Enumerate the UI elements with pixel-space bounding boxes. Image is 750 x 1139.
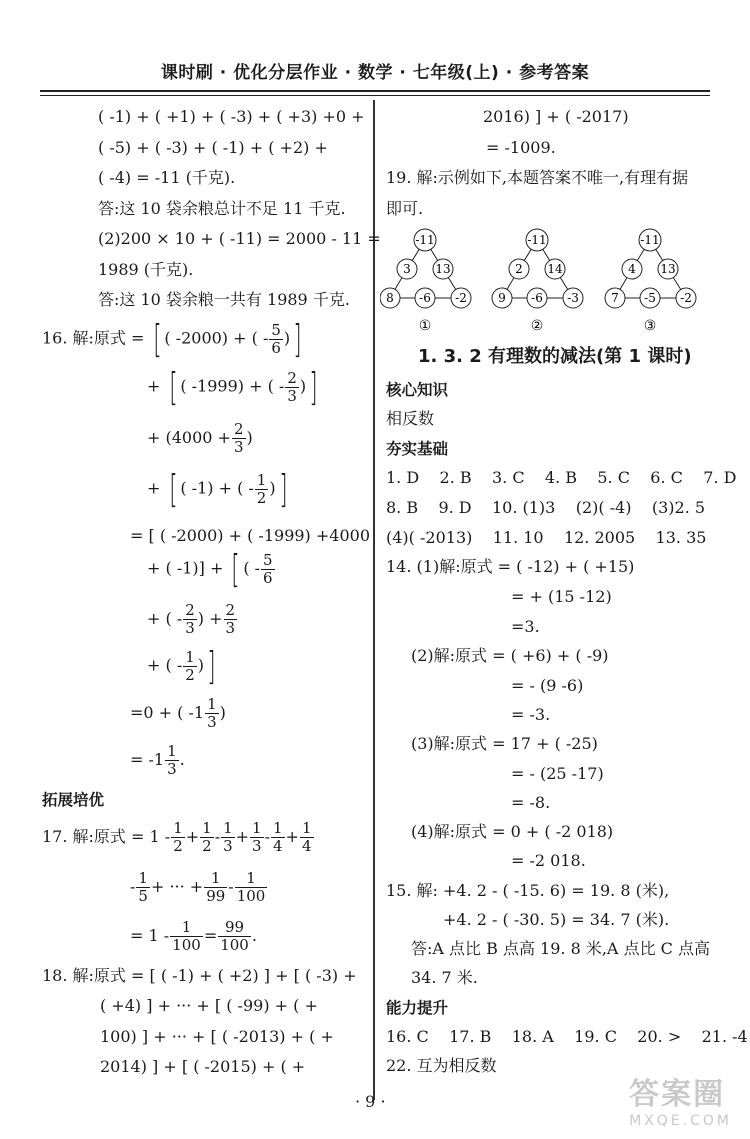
q16-line-7 (147, 601, 238, 637)
fraction (205, 696, 219, 731)
triangle-node-value: -11 (640, 233, 660, 247)
q15-line-d: 34. 7 米. (411, 968, 478, 987)
triangle-label: ① (418, 318, 432, 334)
fraction-denominator: 3 (233, 438, 244, 456)
bracket-open: [ (168, 467, 177, 511)
bracket-close: ] (207, 644, 216, 688)
q16-text: ( -1999) + ( - (180, 376, 285, 396)
fraction (183, 602, 197, 637)
fraction-denominator: 3 (167, 760, 177, 778)
q17-text: . (251, 926, 257, 945)
q17-label: 17. 解:原式 = 1 - (42, 827, 171, 846)
q16-text: ) + (197, 609, 223, 628)
fraction-numerator: 1 (185, 647, 195, 666)
triangle-node-value: 13 (435, 262, 451, 276)
q15-line-b: +4. 2 - ( -30. 5) = 34. 7 (米). (443, 910, 670, 929)
q16-line-9 (130, 695, 226, 731)
left-line-4: 答:这 10 袋余粮总计不足 11 千克. (98, 199, 346, 218)
fraction-denominator: 3 (252, 837, 262, 855)
q17-text: = 1 - (130, 926, 170, 945)
triangles-svg (380, 228, 710, 343)
fraction-numerator: 1 (138, 869, 148, 887)
fraction-denominator: 2 (202, 837, 212, 855)
q18-line-2: ( +4) ] + ··· + [ ( -99) + ( + (100, 996, 318, 1015)
q16-text: + ( - (147, 609, 183, 628)
triangle-node-value: -11 (415, 233, 435, 247)
fraction (300, 820, 314, 855)
fraction-numerator: 1 (301, 819, 312, 837)
fraction-denominator: 100 (236, 887, 266, 905)
q14-4-line-b: = -2 018. (511, 851, 586, 870)
fraction-numerator: 1 (252, 819, 262, 837)
fraction-numerator: 1 (204, 870, 227, 888)
fraction-denominator: 6 (271, 338, 281, 357)
fraction (221, 820, 235, 855)
fraction (285, 370, 299, 405)
fraction (171, 820, 185, 855)
q16-line-8 (147, 644, 219, 688)
triangle-node-value: 13 (660, 262, 676, 276)
q16-line-4 (147, 467, 290, 511)
fraction (183, 649, 197, 684)
triangle-node-value: -3 (567, 291, 579, 305)
fraction-numerator: 1 (223, 819, 233, 837)
fraction (200, 820, 214, 855)
fraction-numerator: 1 (173, 819, 183, 837)
basics-heading: 夯实基础 (386, 440, 449, 458)
triangle-node-value: 4 (628, 262, 636, 276)
fraction-denominator: 6 (263, 568, 273, 587)
q16-line-6 (147, 547, 276, 591)
fraction (218, 919, 251, 954)
q16-line-5: = [ ( -2000) + ( -1999) +4000 (130, 526, 370, 545)
left-line-1: ( -1) + ( +1) + ( -3) + ( +3) +0 + (98, 107, 365, 126)
triangle-node-value: 7 (611, 291, 619, 305)
page-number: · 9 · (355, 1092, 386, 1111)
q19-line-2: 即可. (386, 199, 424, 218)
q14-1-line-a: 14. (1)解:原式 = ( -12) + ( +15) (386, 557, 635, 576)
triangle-node-value: 2 (515, 262, 523, 276)
fraction-numerator: 1 (167, 742, 177, 760)
header-rule-thin (40, 95, 710, 96)
q15-line-c: 答:A 点比 B 点高 19. 8 米,A 点比 C 点高 (411, 939, 710, 958)
triangle-node-value: -6 (531, 291, 543, 305)
q17-text: + ··· + (150, 877, 204, 896)
fraction (204, 870, 227, 905)
fraction-numerator: 1 (170, 919, 203, 937)
fraction-denominator: 100 (172, 936, 201, 954)
fraction-denominator: 3 (223, 837, 233, 855)
fraction (271, 820, 285, 855)
ability-heading: 能力提升 (386, 999, 449, 1017)
fraction-numerator: 1 (235, 870, 268, 888)
fraction-denominator: 5 (138, 887, 148, 905)
q16-line-2 (147, 365, 321, 409)
fraction (170, 919, 203, 954)
fraction-numerator: 1 (202, 819, 212, 837)
section-extend-heading: 拓展培优 (42, 791, 105, 809)
fraction-numerator: 5 (263, 550, 273, 569)
fraction-denominator: 3 (225, 619, 236, 637)
q16-label: 16. 解:原式 = (42, 328, 145, 348)
fraction-denominator: 2 (185, 665, 195, 684)
answers-line-5: 22. 互为相反数 (386, 1056, 497, 1075)
q19-line-1: 19. 解:示例如下,本题答案不唯一,有理有据 (386, 168, 689, 187)
watermark-site: MXQE.COM (629, 1113, 732, 1129)
fraction-numerator: 1 (256, 470, 267, 489)
left-line-6: 1989 (千克). (98, 260, 194, 279)
core-knowledge-heading: 核心知识 (386, 381, 449, 399)
right-line-1: 2016) ] + ( -2017) (483, 107, 629, 126)
q17-line-2: - $\frac{1}{5}$ + ··· + $\frac{1}{99}$ - $\frac{1}{100}$ (130, 869, 266, 905)
q14-3-line-a: (3)解:原式 = 17 + ( -25) (411, 734, 598, 753)
fraction (224, 602, 238, 637)
triangle-node-value: -2 (455, 291, 467, 305)
q14-2-line-a: (2)解:原式 = ( +6) + ( -9) (411, 646, 609, 665)
q16-text: ) (299, 376, 307, 396)
fraction (261, 552, 275, 587)
q18-line-1: 18. 解:原式 = [ ( -1) + ( +2) ] + [ ( -3) + (42, 966, 357, 985)
fraction-denominator: 100 (220, 936, 249, 954)
bracket-open: [ (231, 547, 240, 591)
triangle-label: ③ (643, 318, 657, 334)
fraction (136, 870, 150, 905)
triangle-label: ② (530, 318, 544, 334)
page-header: 课时刷 · 优化分层作业 · 数学 · 七年级(上) · 参考答案 (160, 63, 590, 83)
answers-line-1: 1. D 2. B 3. C 4. B 5. C 6. C 7. D (386, 468, 737, 487)
q16-text: ) (197, 655, 205, 675)
q18-line-4: 2014) ] + [ ( -2015) + ( + (100, 1057, 306, 1076)
q16-text: + (147, 376, 161, 396)
fraction-numerator: 2 (287, 368, 297, 387)
bracket-open: [ (168, 365, 177, 409)
fraction-numerator: 99 (218, 919, 251, 937)
number-triangle (605, 229, 696, 334)
q14-1-line-c: =3. (511, 617, 540, 636)
fraction-denominator: 3 (287, 386, 297, 405)
q16-text: =0 + ( -1 (130, 703, 205, 722)
right-line-2: = -1009. (486, 138, 556, 157)
triangle-node-value: 3 (403, 262, 411, 276)
bracket-open: [ (152, 317, 162, 361)
answers-line-3: (4)( -2013) 11. 10 12. 2005 13. 35 (386, 528, 707, 547)
q17-line-3 (130, 918, 257, 954)
q16-text: + ( -1)] + (147, 558, 224, 578)
fraction-numerator: 2 (185, 601, 195, 619)
number-triangle (492, 229, 583, 334)
fraction-denominator: 99 (206, 887, 226, 905)
q16-text: ( - (243, 558, 261, 578)
triangle-node-value: -2 (680, 291, 692, 305)
fraction-denominator: 4 (273, 837, 283, 855)
q14-3-line-c: = -8. (511, 793, 551, 812)
number-triangle (380, 229, 471, 334)
q16-text: + (4000 + (147, 428, 231, 447)
fraction-denominator: 2 (173, 837, 183, 855)
column-divider (373, 100, 375, 1100)
fraction (255, 472, 269, 507)
fraction-numerator: 2 (225, 601, 236, 619)
q16-text: ) (246, 428, 253, 447)
core-knowledge-text: 相反数 (386, 409, 435, 428)
fraction (235, 870, 268, 905)
bracket-close: ] (278, 467, 288, 511)
left-line-3: ( -4) = -11 (千克). (98, 168, 236, 187)
q16-text: ) (219, 703, 226, 722)
fraction-numerator: 1 (207, 695, 217, 713)
q16-text: . (179, 750, 185, 769)
q16-line-10 (130, 742, 185, 778)
fraction (269, 322, 283, 357)
fraction-denominator: 3 (207, 713, 217, 731)
fraction-numerator: 2 (233, 420, 244, 438)
q18-line-3: 100) ] + ··· + [ ( -2013) + ( + (100, 1027, 334, 1046)
q16-text: + ( - (147, 655, 183, 675)
watermark (629, 1069, 732, 1129)
fraction (165, 743, 179, 778)
q16-line-1 (42, 317, 305, 361)
left-line-2: ( -5) + ( -3) + ( -1) + ( +2) + (98, 138, 328, 157)
q14-4-line-a: (4)解:原式 = 0 + ( -2 018) (411, 822, 614, 841)
fraction-denominator: 2 (256, 488, 267, 507)
triangle-node-value: -11 (527, 233, 547, 247)
triangle-node-value: -6 (419, 291, 431, 305)
q16-text: ( -1) + ( - (180, 478, 254, 498)
triangle-node-value: 8 (386, 291, 394, 305)
q14-1-line-b: = + (15 -12) (511, 587, 612, 606)
q16-line-3 (147, 420, 253, 456)
fraction (250, 820, 264, 855)
watermark-text: 答案圈 (629, 1077, 726, 1112)
q16-text: = -1 (130, 750, 165, 769)
fraction-numerator: 5 (271, 320, 281, 339)
bracket-close: ] (309, 365, 318, 409)
left-line-7: 答:这 10 袋余粮一共有 1989 千克. (98, 290, 350, 309)
q14-2-line-b: = - (9 -6) (511, 676, 584, 695)
answers-line-2: 8. B 9. D 10. (1)3 (2)( -4) (3)2. 5 (386, 498, 706, 517)
fraction-numerator: 1 (273, 819, 283, 837)
fraction (232, 421, 246, 456)
fraction-denominator: 3 (185, 619, 195, 637)
q16-text: ( -2000) + ( - (164, 328, 269, 348)
q14-3-line-b: = - (25 -17) (511, 764, 604, 783)
q16-text: ) (269, 478, 276, 498)
q15-line-a: 15. 解: +4. 2 - ( -15. 6) = 19. 8 (米), (386, 881, 670, 900)
q17-text: = (203, 926, 218, 945)
answers-line-4: 16. C 17. B 18. A 19. C 20. > 21. -4 (386, 1027, 748, 1046)
triangle-node-value: 9 (498, 291, 506, 305)
q16-text: + (147, 478, 161, 498)
triangle-node-value: -5 (644, 291, 656, 305)
q14-2-line-c: = -3. (511, 705, 551, 724)
q17-line-1: 17. 解:原式 = 1 - $\frac{1}{2}$ + $\frac{1}{2}$ - $\frac{1}{3}$ + $\frac{1}{3}$ - $\frac{1}{4}$ + $\frac{1}{4}$ (42, 819, 312, 855)
left-line-5: (2)200 × 10 + ( -11) = 2000 - 11 = (98, 229, 381, 248)
header-rule-thick (40, 90, 710, 92)
triangle-node-value: 14 (547, 262, 563, 276)
bracket-close: ] (293, 317, 302, 361)
section-title: 1. 3. 2 有理数的减法(第 1 课时) (418, 346, 692, 367)
q16-text: ) (283, 328, 291, 348)
fraction-denominator: 4 (301, 837, 312, 855)
